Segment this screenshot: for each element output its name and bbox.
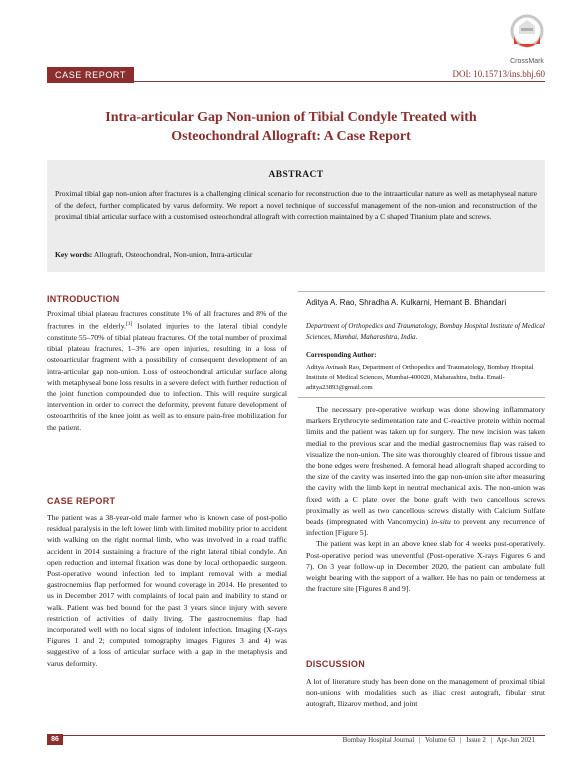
case-report-heading: CASE REPORT (47, 496, 116, 506)
abstract-heading: ABSTRACT (268, 170, 324, 180)
footer-sep-3: | (490, 736, 493, 744)
footer-issue: Issue 2 (466, 736, 486, 744)
footer-date: Apr-Jun 2021 (496, 736, 535, 744)
footer-sep-1: | (418, 736, 421, 744)
keywords (55, 250, 537, 259)
surgery-text-italic: in-situ (431, 517, 451, 527)
footer-journal: Bombay Hospital Journal (342, 736, 415, 744)
article-type-badge: CASE REPORT (47, 67, 134, 83)
crossmark-icon (510, 14, 544, 52)
surgery-text-1: The necessary pre-operative workup was done showing inflammatory markers Erythrocyte sedimentation rate and C-reactive protein within normal limits and the patient was taken up for surgery. The new incision was taken medial to the previous scar and the medial gastrocnemius flap was raised to visualize the non-union. The site was thoroughly cleared of fibrous tissue and the bone edges were freshened. A femoral head allograft shaped according to the size of the cavity was inserted into the gap non-union site after measuring the cavity with the limb kept in neutral mechanical axis. The non-union was fixed with a C plate over the bone graft with two cancellous screws proximally as well as two cancellous screws distally with Calcium Sulfate beads (impregnated with Vancomycin) (306, 405, 545, 527)
footer-sep-2: | (460, 736, 462, 744)
introduction-heading: INTRODUCTION (47, 294, 120, 304)
footer-citation (343, 736, 535, 744)
corresponding-rule (298, 397, 545, 398)
surgery-text-2: to prevent any recurrence of infection [Figure 5]. (306, 517, 545, 538)
case-report-paragraph: The patient was a 38-year-old male farmer who is known case of post-polio residual paralysis in the left lower limb with limited mobility prior to accident with walking on the right normal limb, who was involved in a road traffic accident in 2014 sustaining a fracture of the right lateral tibial condyle. An open reduction and internal fixation was done by local orthopaedic surgeon. Post-operative wound infection led to implant removal with a medial gastrocnemius flap performed for wound coverage in 2014. He presented to us in December 2017 with complaints of local pain and inability to stand or walk. Patient was bed bound for the past 3 years since injury with severe restriction of activities of daily living. The gastrocnemius flap had incorporated well with no local signs of indolent infection. Imaging (X-rays Figures 1 and 2; computed tomography images Figures 3 and 4) was suggestive of a loss of articular surface with a gap in the metaphysis and varus deformity. (47, 513, 287, 668)
title-line-1: Intra-articular Gap Non-union of Tibial Condyle Treated with (105, 110, 477, 125)
case-report-continued (306, 404, 545, 594)
case-report-text (47, 512, 287, 669)
intro-text-part1: Proximal tibial plateau fractures constitute 1% of all fractures and 8% of the fractures in the elderly. (47, 309, 287, 331)
discussion-heading: DISCUSSION (306, 659, 366, 669)
abstract-text: Proximal tibial gap non-union after fractures is a challenging clinical scenario for reconstruction due to the intraarticular nature as well as metaphyseal nature of the defect, further complicated by varus deformity. We report a novel technique of successful management of the non-union and reconstruction of the proximal tibial articular surface with a customised osteochondral allograft with correction maintained by a C shaped Titanium plate and screws. (55, 189, 537, 222)
author-names: Aditya A. Rao, Shradha A. Kulkarni, Hemant B. Bhandari (306, 298, 507, 307)
crossmark-logo[interactable] (497, 14, 557, 66)
author-affiliation: Department of Orthopedics and Traumatology, Bombay Hospital Institute of Medical Sciences, Mumbai, Maharashtra, India. (306, 322, 545, 341)
surgery-paragraph (306, 404, 545, 538)
page-number: 86 (47, 734, 63, 745)
corresponding-author-heading: Corresponding Author: (306, 351, 377, 359)
corresponding-author-details: Aditya Avinash Rao, Department of Orthopedics and Traumatology, Bombay Hospital Institute of Medical Sciences, Mumbai-400020, Maharashtra, India. Email- aditya23893@gmail.com (306, 364, 534, 391)
title-line-2: Osteochondral Allograft: A Case Report (171, 129, 411, 144)
intro-text-part2: Isolated injuries to the lateral tibial condyle constitute 55–70% of tibial plateau fractures. Of the total number of proximal tibial plateau fractures, 1–3% are open injuries, resulting in a loss of osteoarticular fragment with a possibility of consequent development of an intra-articular gap non-union. Loss of osteochondral articular surface along with metaphyseal bone loss results in a severe defect with further reduction of the joint function compounded due to infection. This will require surgical intervention in order to correct the deformity, prevent future development of osteoarthritis of the knee joint as well as to ensure pain-free mobilization for the patient. (47, 321, 287, 432)
discussion-text: A lot of literature study has been done on the management of proximal tibial non-unions with modalities such as iliac crest autograft, fibular strut autograft, Ilizarov method, and joint (306, 677, 545, 709)
authors-rule (298, 291, 545, 292)
footer-volume: Volume 63 (424, 736, 456, 744)
keywords-list: Allograft, Osteochondral, Non-union, Intra-articular (92, 250, 253, 259)
followup-paragraph: The patient was kept in an above knee slab for 4 weeks post-operatively. Post-operative period was uneventful (Post-operative X-rays Figures 6 and 7). On 3 year follow-up in December 2020, the patient can ambulate full weight bearing with the support of a walker. He has no pain or tenderness at the fracture site [Figures 8 and 9]. (306, 539, 545, 594)
keywords-label: Key words: (55, 250, 93, 259)
crossmark-label: CrossMark (510, 58, 544, 65)
article-title (60, 108, 522, 146)
doi-link[interactable]: DOI: 10.15713/ins.bhj.60 (452, 69, 545, 79)
citation-ref-1[interactable]: [1] (125, 321, 133, 328)
introduction-text (47, 308, 287, 433)
